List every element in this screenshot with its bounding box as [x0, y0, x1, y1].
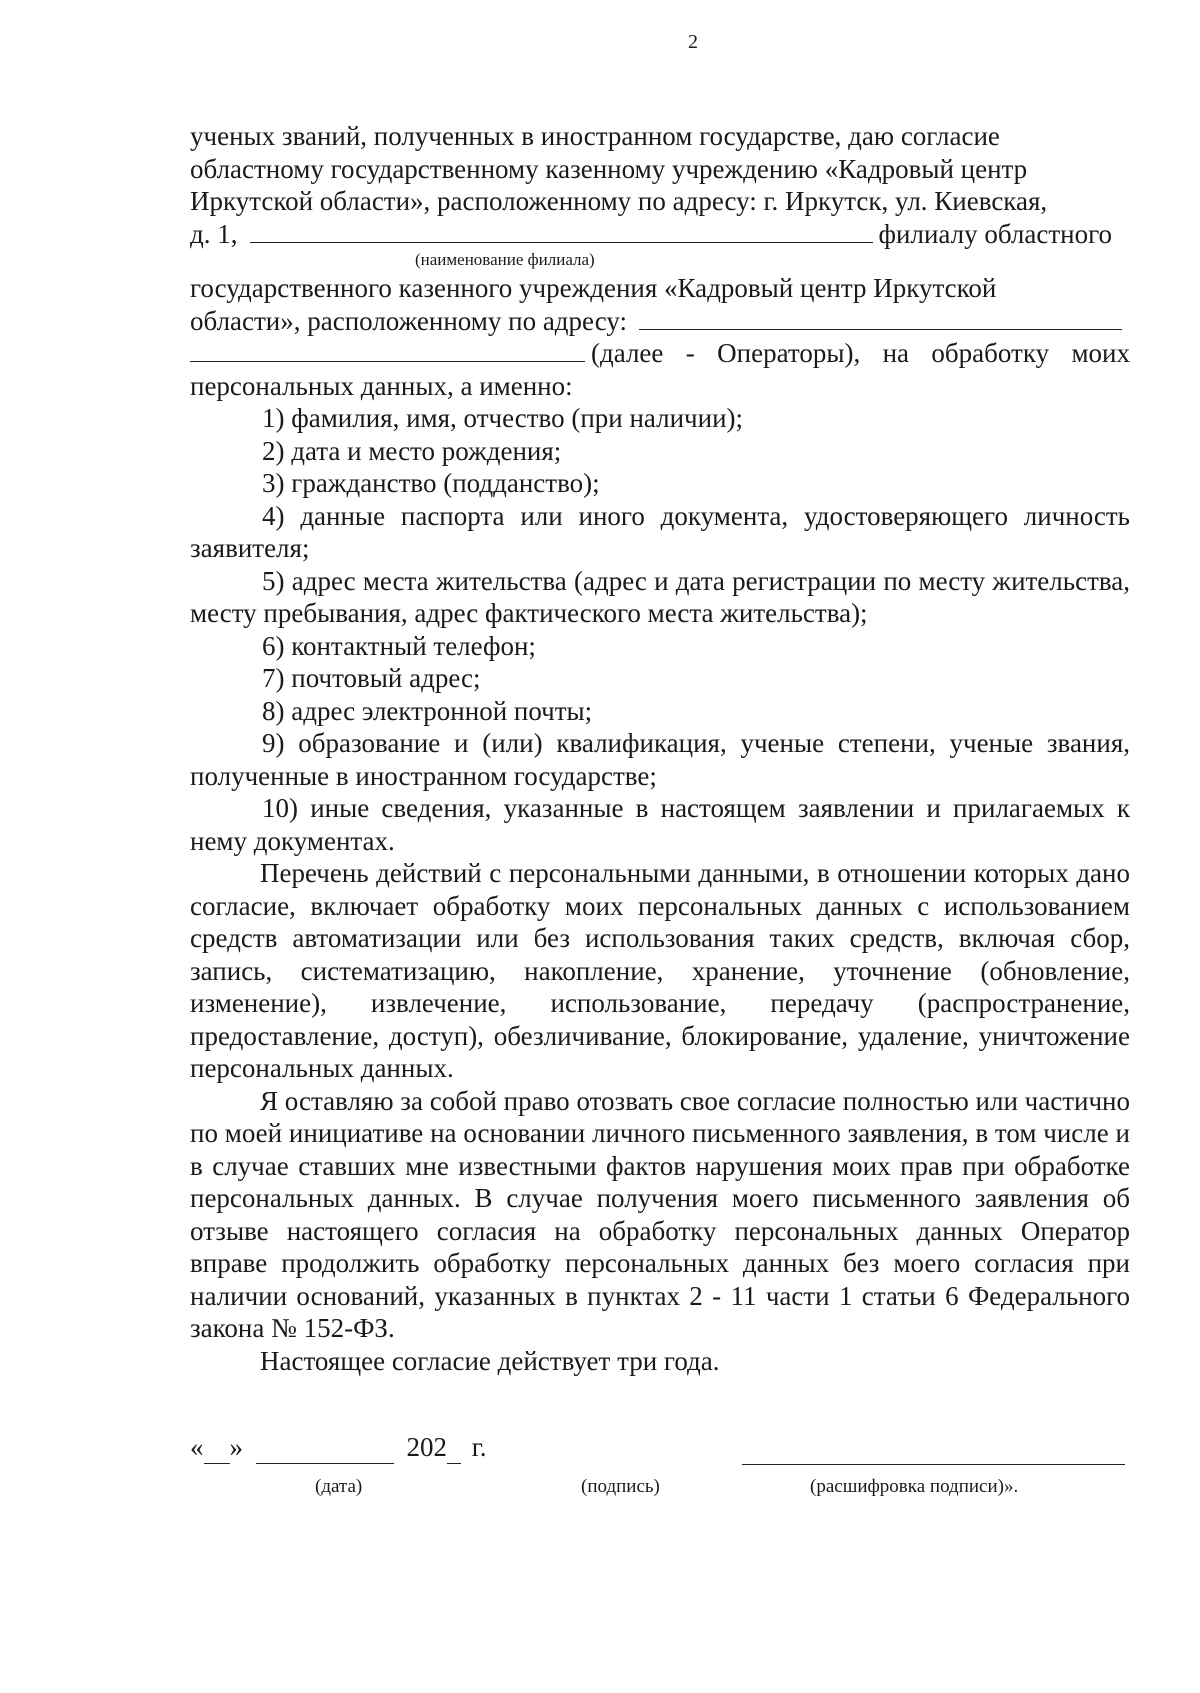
intro-line-8: персональных данных, а именно:: [190, 370, 573, 401]
list-item-8: 8) адрес электронной почты;: [262, 695, 593, 726]
branch-address-label: области», расположенному по адресу:: [190, 305, 627, 336]
year-suffix: г.: [471, 1432, 487, 1462]
intro-line-3: Иркутской области», расположенному по адресу: г. Иркутск, ул. Киевская,: [190, 186, 1048, 216]
branch-name-blank[interactable]: [250, 218, 873, 243]
decoding-caption: (расшифровка подписи)».: [810, 1476, 1019, 1497]
list-item-9: 9) образование и (или) квалификация, ученые степени, ученые звания, полученные в иностранном государстве;: [190, 728, 1130, 791]
year-prefix: 202: [406, 1432, 447, 1462]
revocation-paragraph: Я оставляю за собой право отозвать свое согласие полностью или частично по моей инициативе на основании личного письменного заявления, в том числе и в случае ставших мне известными фактов нарушения моих прав при обработке персональных данных. В случае получения моего письменного заявления об отзыве настоящего согласия на обработку персональных данных Оператор вправе продолжить обработку персональных данных без моего согласия при наличии оснований, указанных в пунктах 2 - 11 части 1 статьи 6 Федерального закона № 152-ФЗ.: [190, 1085, 1130, 1343]
address-house: д. 1,: [190, 218, 238, 249]
list-item-4: 4) данные паспорта или иного документа, удостоверяющего личность заявителя;: [190, 500, 1130, 563]
validity-paragraph: Настоящее согласие действует три года.: [260, 1345, 720, 1376]
list-item-7: 7) почтовый адрес;: [262, 663, 481, 693]
signature-decoding-line[interactable]: [742, 1464, 1125, 1465]
quote-open: «: [190, 1432, 204, 1462]
actions-paragraph: Перечень действий с персональными данными, в отношении которых дано согласие, включает обработку моих персональных данных с использованием средств автоматизации или без использования таких средств, включая сбор, запись, систематизацию, накопление, хранение, уточнение (обновление, изменение), извлечение, использование, передачу (распространение, предоставление, доступ), обезличивание, блокирование, удаление, уничтожение персональных данных.: [190, 858, 1130, 1083]
year-blank[interactable]: [447, 1432, 461, 1464]
branch-caption: (наименование филиала): [415, 250, 595, 269]
intro-line-1: ученых званий, полученных в иностранном государстве, даю согласие: [190, 121, 1000, 151]
list-item-10: 10) иные сведения, указанные в настоящем заявлении и прилагаемых к нему документах.: [190, 793, 1130, 856]
operators-text: (далее - Операторы), на обработку моих: [591, 338, 1130, 368]
page-number: 2: [688, 31, 698, 53]
branch-address-line: [190, 305, 1130, 338]
branch-name-line: [190, 218, 1130, 251]
signature-block: [190, 1432, 1130, 1497]
intro-line-2: областному государственному казенному учреждению «Кадровый центр: [190, 153, 1028, 184]
list-item-6: 6) контактный телефон;: [262, 630, 536, 661]
signature-caption: (подпись): [581, 1476, 660, 1497]
branch-caption-row: [190, 250, 1130, 272]
list-item-3: 3) гражданство (подданство);: [262, 468, 600, 498]
branch-text: филиалу областного: [878, 218, 1112, 249]
branch-address-blank-2[interactable]: [190, 337, 585, 362]
document-body: [190, 120, 1130, 1377]
date-caption: (дата): [315, 1476, 363, 1497]
date-field: [190, 1432, 487, 1464]
operators-line: [190, 337, 1130, 370]
day-blank[interactable]: [204, 1432, 230, 1464]
quote-close: »: [229, 1432, 243, 1462]
list-item-5: 5) адрес места жительства (адрес и дата регистрации по месту жительства, месту пребывания, адрес фактического места жительства);: [190, 565, 1130, 628]
list-item-2: 2) дата и место рождения;: [262, 435, 562, 466]
intro-line-5: государственного казенного учреждения «Кадровый центр Иркутской: [190, 273, 997, 303]
branch-address-blank[interactable]: [639, 305, 1122, 330]
month-blank[interactable]: [256, 1432, 394, 1464]
list-item-1: 1) фамилия, имя, отчество (при наличии);: [262, 403, 744, 433]
